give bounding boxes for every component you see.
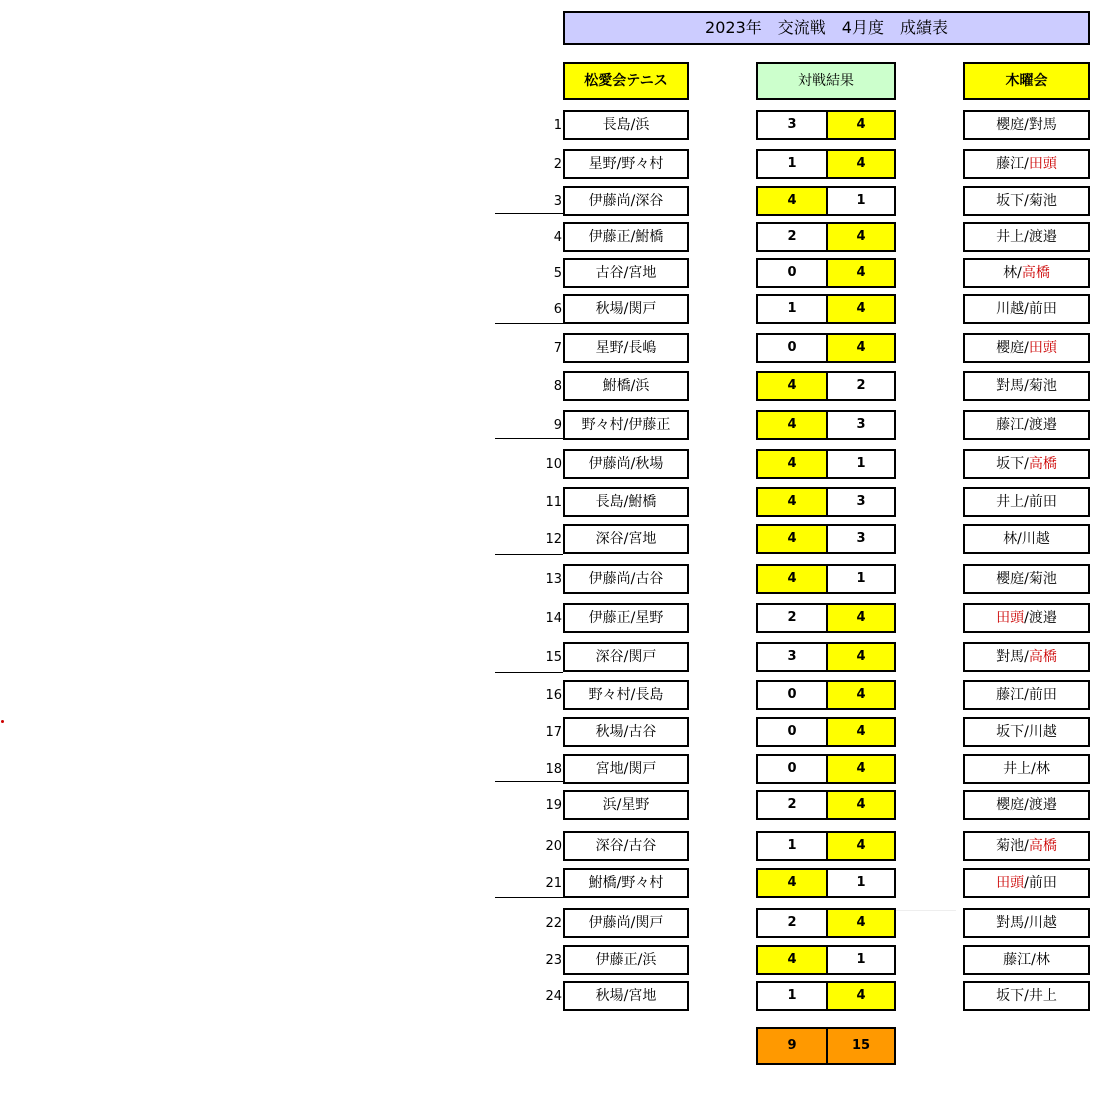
right-score: 4 [826,110,896,140]
stray-mark [1,720,4,723]
total-left-wins: 9 [756,1027,828,1065]
right-pair [963,868,1090,898]
right-pair-text: 藤江/渡邉 [996,417,1057,433]
right-pair [963,754,1090,784]
match-number: 8 [553,379,562,394]
right-score: 4 [826,294,896,324]
left-pair: 伊藤正/浜 [563,945,689,975]
left-pair: 浜/星野 [563,790,689,820]
right-pair-text: 藤江/前田 [996,687,1057,703]
right-score: 1 [826,564,896,594]
left-score: 4 [756,564,828,594]
right-score: 2 [826,371,896,401]
right-score: 4 [826,222,896,252]
right-pair [963,981,1090,1011]
right-pair [963,449,1090,479]
left-score: 1 [756,981,828,1011]
match-number: 3 [553,194,562,209]
match-number: 24 [545,989,562,1004]
match-number: 21 [545,876,562,891]
right-pair-highlight: 田頭 [996,875,1025,891]
match-number: 6 [553,302,562,317]
right-pair-text: 林/ [1003,265,1022,281]
left-score: 4 [756,487,828,517]
right-pair-text: 井上/前田 [996,494,1057,510]
left-pair: 伊藤尚/秋場 [563,449,689,479]
left-score: 4 [756,945,828,975]
right-pair-text: 藤江/林 [1003,952,1050,968]
right-pair-text: 對馬/ [996,649,1029,665]
left-pair: 野々村/伊藤正 [563,410,689,440]
right-pair [963,642,1090,672]
right-score: 1 [826,186,896,216]
match-number: 1 [553,118,562,133]
left-score: 0 [756,333,828,363]
right-score: 4 [826,790,896,820]
right-pair [963,186,1090,216]
right-score: 4 [826,603,896,633]
match-number: 18 [545,762,562,777]
right-pair [963,908,1090,938]
left-score: 4 [756,449,828,479]
right-score: 4 [826,717,896,747]
match-number: 13 [545,572,562,587]
right-pair [963,110,1090,140]
left-score: 2 [756,222,828,252]
right-pair [963,603,1090,633]
right-pair [963,258,1090,288]
right-score: 3 [826,410,896,440]
left-score: 4 [756,868,828,898]
result-header: 対戦結果 [756,62,896,100]
right-pair-text: 櫻庭/渡邉 [996,797,1057,813]
left-pair: 鮒橋/野々村 [563,868,689,898]
match-number: 19 [545,798,562,813]
left-pair: 星野/野々村 [563,149,689,179]
left-pair: 深谷/宮地 [563,524,689,554]
right-pair [963,149,1090,179]
right-pair [963,410,1090,440]
group-separator [495,781,563,782]
right-pair-highlight: 田頭 [996,610,1025,626]
right-pair [963,222,1090,252]
right-pair [963,294,1090,324]
right-score: 4 [826,333,896,363]
right-pair-highlight: 高橋 [1028,838,1057,854]
right-score: 4 [826,754,896,784]
match-number: 15 [545,650,562,665]
right-score: 4 [826,642,896,672]
left-pair: 野々村/長島 [563,680,689,710]
left-score: 4 [756,186,828,216]
group-separator [495,438,563,439]
right-pair [963,564,1090,594]
left-score: 4 [756,524,828,554]
match-number: 14 [545,611,562,626]
right-pair [963,524,1090,554]
left-pair: 伊藤尚/関戸 [563,908,689,938]
right-score: 3 [826,487,896,517]
right-pair-text: 坂下/川越 [996,724,1057,740]
right-pair-highlight: 田頭 [1028,156,1057,172]
left-score: 1 [756,294,828,324]
group-separator [495,554,563,555]
right-pair-text: 藤江/ [996,156,1029,172]
right-pair-text: 對馬/川越 [996,915,1057,931]
right-pair-text: 櫻庭/對馬 [996,117,1057,133]
right-score: 4 [826,831,896,861]
left-score: 0 [756,680,828,710]
right-pair-text: 菊池/ [996,838,1029,854]
left-pair: 深谷/古谷 [563,831,689,861]
match-number: 20 [545,839,562,854]
left-pair: 秋場/宮地 [563,981,689,1011]
left-score: 2 [756,908,828,938]
match-number: 10 [545,457,562,472]
right-pair [963,333,1090,363]
left-score: 0 [756,754,828,784]
right-pair-text: 坂下/井上 [996,988,1057,1004]
right-score: 1 [826,868,896,898]
left-score: 4 [756,371,828,401]
match-number: 16 [545,688,562,703]
left-score: 3 [756,642,828,672]
right-pair-text: 對馬/菊池 [996,378,1057,394]
left-score: 0 [756,717,828,747]
right-pair-text: /前田 [1024,875,1057,891]
right-score: 1 [826,945,896,975]
total-right-wins: 15 [826,1027,896,1065]
match-number: 12 [545,532,562,547]
left-pair: 伊藤尚/深谷 [563,186,689,216]
left-pair: 鮒橋/浜 [563,371,689,401]
left-pair: 宮地/関戸 [563,754,689,784]
faint-line [896,910,956,911]
group-separator [495,672,563,673]
right-pair-highlight: 田頭 [1028,340,1057,356]
left-team-header: 松愛会テニス [563,62,689,100]
right-pair-highlight: 高橋 [1028,649,1057,665]
right-score: 4 [826,258,896,288]
left-pair: 長島/浜 [563,110,689,140]
right-pair [963,831,1090,861]
match-number: 11 [545,495,562,510]
left-pair: 伊藤尚/古谷 [563,564,689,594]
left-score: 2 [756,603,828,633]
right-pair [963,945,1090,975]
match-number: 5 [553,266,562,281]
left-score: 2 [756,790,828,820]
match-number: 7 [553,341,562,356]
right-pair-text: 井上/林 [1003,761,1050,777]
left-score: 1 [756,149,828,179]
left-pair: 長島/鮒橋 [563,487,689,517]
left-score: 0 [756,258,828,288]
right-pair-highlight: 高橋 [1028,456,1057,472]
right-pair [963,487,1090,517]
left-pair: 深谷/関戸 [563,642,689,672]
group-separator [495,323,563,324]
left-score: 4 [756,410,828,440]
group-separator [495,213,563,214]
right-pair-text: /渡邉 [1024,610,1057,626]
right-pair-text: 櫻庭/菊池 [996,571,1057,587]
right-pair-text: 坂下/ [996,456,1029,472]
right-score: 4 [826,908,896,938]
page-title: 2023年 交流戦 4月度 成績表 [563,11,1090,45]
match-number: 4 [553,230,562,245]
right-score: 3 [826,524,896,554]
match-number: 23 [545,953,562,968]
right-pair [963,680,1090,710]
match-number: 9 [553,418,562,433]
left-score: 1 [756,831,828,861]
right-pair [963,717,1090,747]
right-pair-text: 坂下/菊池 [996,193,1057,209]
left-pair: 星野/長嶋 [563,333,689,363]
right-team-header: 木曜会 [963,62,1090,100]
right-score: 4 [826,680,896,710]
right-score: 1 [826,449,896,479]
match-number: 2 [553,157,562,172]
right-pair-text: 井上/渡邉 [996,229,1057,245]
right-score: 4 [826,981,896,1011]
left-pair: 古谷/宮地 [563,258,689,288]
left-pair: 秋場/古谷 [563,717,689,747]
match-number: 17 [545,725,562,740]
group-separator [495,897,563,898]
right-pair-highlight: 高橋 [1021,265,1050,281]
left-pair: 伊藤正/星野 [563,603,689,633]
left-score: 3 [756,110,828,140]
right-pair-text: 林/川越 [1003,531,1050,547]
right-pair-text: 川越/前田 [996,301,1057,317]
left-pair: 秋場/関戸 [563,294,689,324]
match-number: 22 [545,916,562,931]
right-score: 4 [826,149,896,179]
right-pair [963,790,1090,820]
left-pair: 伊藤正/鮒橋 [563,222,689,252]
right-pair [963,371,1090,401]
right-pair-text: 櫻庭/ [996,340,1029,356]
